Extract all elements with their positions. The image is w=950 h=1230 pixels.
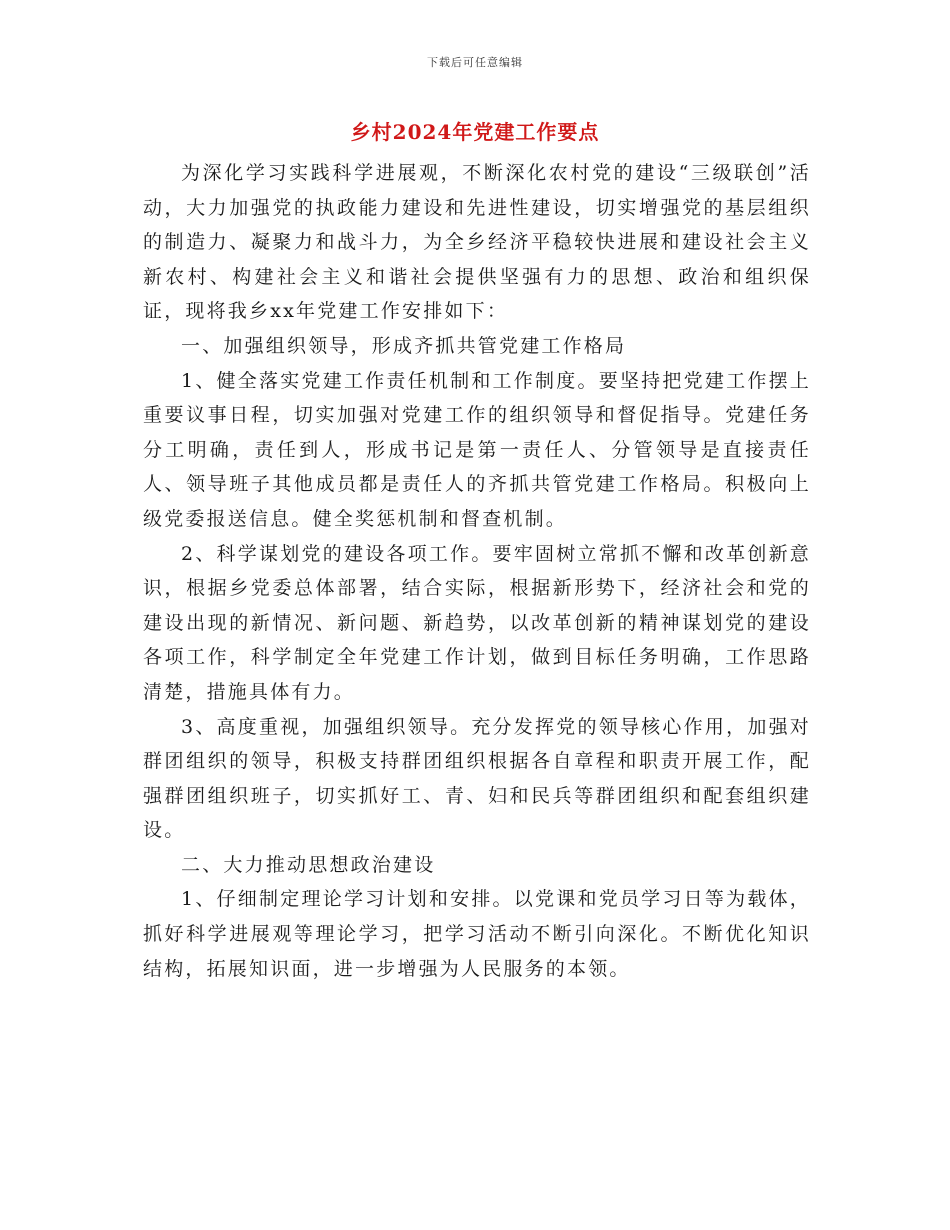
intro-paragraph: 为深化学习实践科学进展观，不断深化农村党的建设“三级联创”活动，大力加强党的执政能力建设和先进性建设，切实增强党的基层组织的制造力、凝聚力和战斗力，为全乡经济平稳较快进展和建设社会主义新农村、构建社会主义和谐社会提供坚强有力的思想、政治和组织保证，现将我乡xx年党建工作安排如下： <box>143 162 811 323</box>
section-heading-2: 二、大力推动思想政治建设 <box>181 853 436 876</box>
document-title: 乡村2024年党建工作要点 <box>350 120 600 144</box>
section-1-item-2: 2、科学谋划党的建设各项工作。要牢固树立常抓不懈和改革创新意识，根据乡党委总体部署，结合实际，根据新形势下，经济社会和党的建设出现的新情况、新问题、新趋势，以改革创新的精神谋划党的建设各项工作，科学制定全年党建工作计划，做到目标任务明确，工作思路清楚，措施具体有力。 <box>143 542 811 703</box>
page-header-note: 下载后可任意编辑 <box>427 56 523 69</box>
document-body <box>143 156 811 986</box>
section-heading-1: 一、加强组织领导，形成齐抓共管党建工作格局 <box>181 334 627 357</box>
section-1-item-3: 3、高度重视，加强组织领导。充分发挥党的领导核心作用，加强对群团组织的领导，积极支持群团组织根据各自章程和职责开展工作，配强群团组织班子，切实抓好工、青、妇和民兵等群团组织和配套组织建设。 <box>143 715 811 842</box>
section-2-item-1: 1、仔细制定理论学习计划和安排。以党课和党员学习日等为载体，抓好科学进展观等理论学习，把学习活动不断引向深化。不断优化知识结构，拓展知识面，进一步增强为人民服务的本领。 <box>143 888 811 980</box>
section-1-item-1: 1、健全落实党建工作责任机制和工作制度。要坚持把党建工作摆上重要议事日程，切实加强对党建工作的组织领导和督促指导。党建任务分工明确，责任到人，形成书记是第一责任人、分管领导是直接责任人、领导班子其他成员都是责任人的齐抓共管党建工作格局。积极向上级党委报送信息。健全奖惩机制和督查机制。 <box>143 369 811 530</box>
